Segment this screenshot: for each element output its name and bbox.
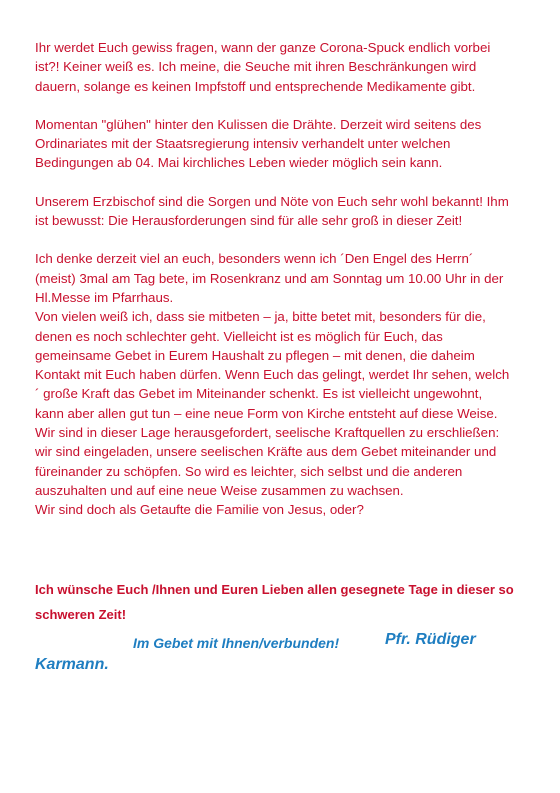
text-line: Ich wünsche Euch /Ihnen und Euren Lieben allen gesegnete Tage in dieser so — [35, 581, 514, 597]
text-line: Ihr werdet Euch gewiss fragen, wann der ganze Corona-Spuck endlich vorbei — [35, 40, 491, 55]
text-line: Momentan "glühen" hinter den Kulissen die Drähte. Derzeit wird seitens des — [35, 116, 482, 132]
paragraph-spacer — [35, 520, 535, 558]
paragraph-spacer — [35, 96, 535, 115]
text-line: kann aber allen gut tun – eine neue Form von Kirche entsteht auf diese Weise. — [35, 405, 498, 421]
text-line: ´ große Kraft das Gebet im Miteinander schenkt. Es ist vielleicht ungewohnt, — [35, 386, 483, 402]
text-line: wir sind eingeladen, unsere seelischen Kräfte aus dem Gebet miteinander und — [35, 444, 497, 460]
text-line: Von vielen weiß ich, dass sie mitbeten – ja, bitte betet mit, besonders für die, — [35, 309, 486, 325]
text-line: Unserem Erzbischof sind die Sorgen und Nöte von Euch sehr wohl bekannt! Ihm — [35, 193, 509, 209]
text-line: dauern, solange es keinen Impfstoff und entsprechende Medikamente gibt. — [35, 78, 476, 94]
paragraph-negotiations — [35, 115, 535, 173]
signature-name: Pfr. Rüdiger — [385, 631, 476, 648]
text-line: Bedingungen ab 04. Mai kirchliches Leben wieder möglich sein kann. — [35, 155, 443, 171]
text-line: Wir sind in dieser Lage herausgefordert, seelische Kraftquellen zu erschließen: — [35, 425, 500, 441]
letter-body — [35, 38, 535, 627]
text-line: ist?! Keiner weiß es. Ich meine, die Seuche mit ihren Beschränkungen wird — [35, 59, 477, 75]
paragraph-spacer — [35, 558, 535, 577]
text-line: gemeinsame Gebet in Eurem Haushalt zu pflegen – mit denen, die daheim — [35, 347, 475, 363]
text-line: ist bewusst: Die Herausforderungen sind für alle sehr groß in dieser Zeit! — [35, 213, 463, 229]
text-line: Wir sind doch als Getaufte die Familie von Jesus, oder? — [35, 502, 364, 518]
text-line: schweren Zeit! — [35, 606, 127, 622]
text-line: Hl.Messe im Pfarrhaus. — [35, 289, 174, 305]
text-line: Ich denke derzeit viel an euch, besonders wenn ich ´Den Engel des Herrn´ — [35, 251, 474, 267]
paragraph-prayer — [35, 249, 535, 519]
paragraph-archbishop — [35, 192, 535, 231]
signature-surname: Karmann. — [35, 656, 109, 673]
text-line: Ordinariates mit der Staatsregierung intensiv verhandelt unter welchen — [35, 136, 451, 152]
text-line: füreinander zu schöpfen. So wird es leichter, sich selbst und die anderen — [35, 463, 463, 479]
text-line: Kontakt mit Euch haben dürfen. Wenn Euch das gelingt, werdet Ihr sehen, welch — [35, 367, 510, 383]
text-line: denen es noch schlechter geht. Vielleicht ist es möglich für Euch, das — [35, 328, 443, 344]
closing-wishes — [35, 577, 535, 627]
paragraph-corona-outlook — [35, 38, 535, 96]
text-line: auszuhalten und auf eine neue Weise zusammen zu wachsen. — [35, 482, 404, 498]
signature-greeting: Im Gebet mit Ihnen/verbunden! — [133, 635, 340, 651]
text-line: (meist) 3mal am Tag bete, im Rosenkranz und am Sonntag um 10.00 Uhr in der — [35, 270, 504, 286]
paragraph-spacer — [35, 230, 535, 249]
paragraph-spacer — [35, 173, 535, 192]
